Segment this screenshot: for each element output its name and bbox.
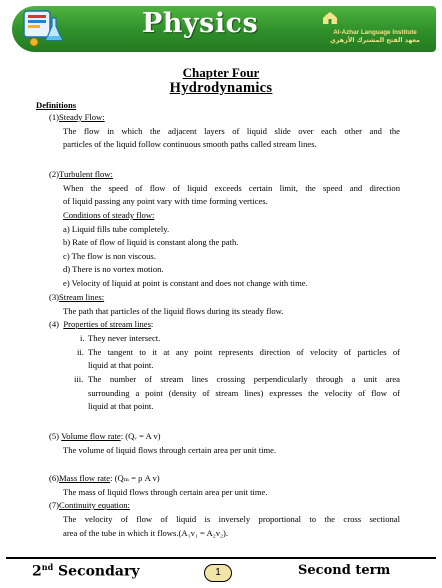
section-number: (7) bbox=[49, 500, 60, 510]
institute-name-ar: معهد الفتح المشترك الأزهري bbox=[330, 37, 420, 44]
section-title: Steady Flow: bbox=[59, 112, 105, 122]
institute-name-en: Al-Azhar Language Institute bbox=[333, 29, 417, 36]
section-volume-flow-heading bbox=[49, 430, 161, 442]
body-line: The velocity of flow of liquid is inversely proportional to the cross sectional bbox=[63, 514, 400, 524]
section-number: (6) bbox=[49, 473, 60, 483]
section-title: Volume flow rate bbox=[61, 431, 121, 441]
chapter-title: Chapter Four bbox=[182, 65, 260, 80]
body-line: The mass of liquid flows through certain area per unit time. bbox=[63, 487, 268, 497]
section-title: Continuity equation: bbox=[59, 500, 130, 510]
list-number: ii. bbox=[77, 347, 84, 357]
list-item: The number of stream lines crossing perpendicularly through a unit area bbox=[88, 374, 400, 384]
body-line: area of the tube in which it flows.(A₁v₁ = A₂v₂). bbox=[63, 528, 229, 538]
list-item: d) There is no vortex motion. bbox=[63, 264, 164, 274]
body-line: The path that particles of the liquid flows during its steady flow. bbox=[63, 306, 284, 316]
section-steady-flow-heading bbox=[49, 111, 105, 123]
page-number-badge: 1 bbox=[204, 564, 232, 582]
grade-suffix: nd bbox=[41, 562, 54, 572]
section-colon: : bbox=[150, 319, 154, 329]
definitions-heading: Definitions bbox=[36, 100, 77, 110]
section-number: (1) bbox=[49, 112, 60, 122]
list-item-continued: liquid at that point. bbox=[88, 401, 154, 411]
section-number: (4) bbox=[49, 319, 60, 329]
body-line: of liquid passing any point vary with time forming vertices. bbox=[63, 196, 268, 206]
section-title: Properties of stream lines bbox=[63, 319, 151, 329]
list-item-continued: surrounding a point (density of stream lines) expresses the velocity of flow of bbox=[88, 388, 400, 398]
section-title: Turbulent flow: bbox=[59, 169, 113, 179]
conditions-subheading: Conditions of steady flow: bbox=[63, 210, 155, 220]
section-number: (2) bbox=[49, 169, 60, 179]
grade-text: Secondary bbox=[53, 563, 140, 580]
footer-grade bbox=[32, 562, 139, 580]
section-title: Stream lines: bbox=[59, 292, 105, 302]
formula: : (Qᵥ = A v) bbox=[120, 431, 161, 441]
formula: : (Qₘ = ρ A v) bbox=[110, 473, 160, 483]
section-number: (5) bbox=[49, 431, 60, 441]
section-stream-lines-heading bbox=[49, 291, 104, 303]
section-title: Mass flow rate bbox=[59, 473, 111, 483]
list-item-continued: liquid at that point. bbox=[88, 360, 154, 370]
list-number: iii. bbox=[74, 374, 84, 384]
list-item: The tangent to it at any point represents direction of velocity of particles of bbox=[88, 347, 400, 357]
list-item: e) Velocity of liquid at point is constant and does not change with time. bbox=[63, 278, 308, 288]
body-line: When the speed of flow of liquid exceeds certain limit, the speed and direction bbox=[63, 183, 400, 193]
list-item: b) Rate of flow of liquid is constant along the path. bbox=[63, 237, 239, 247]
list-item: c) The flow is non viscous. bbox=[63, 251, 156, 261]
section-mass-flow-heading bbox=[49, 472, 160, 484]
body-line: particles of the liquid follow continuous smooth paths called stream lines. bbox=[63, 139, 317, 149]
section-turbulent-flow-heading bbox=[49, 168, 113, 180]
subject-title: Hydrodynamics bbox=[169, 80, 273, 96]
grade-number: 2 bbox=[32, 563, 42, 580]
list-item: They never intersect. bbox=[88, 333, 161, 343]
section-number: (3) bbox=[49, 292, 60, 302]
page-header-title: Physics bbox=[142, 8, 259, 39]
section-continuity-heading bbox=[49, 499, 130, 511]
section-properties-heading bbox=[49, 318, 153, 330]
body-line: The flow in which the adjacent layers of liquid slide over each other and the bbox=[63, 126, 400, 136]
footer-term: Second term bbox=[298, 563, 391, 578]
body-line: The volume of liquid flows through certain area per unit time. bbox=[63, 445, 277, 455]
footer-divider bbox=[6, 557, 436, 559]
list-number: i. bbox=[80, 333, 85, 343]
list-item: a) Liquid fills tube completely. bbox=[63, 224, 170, 234]
